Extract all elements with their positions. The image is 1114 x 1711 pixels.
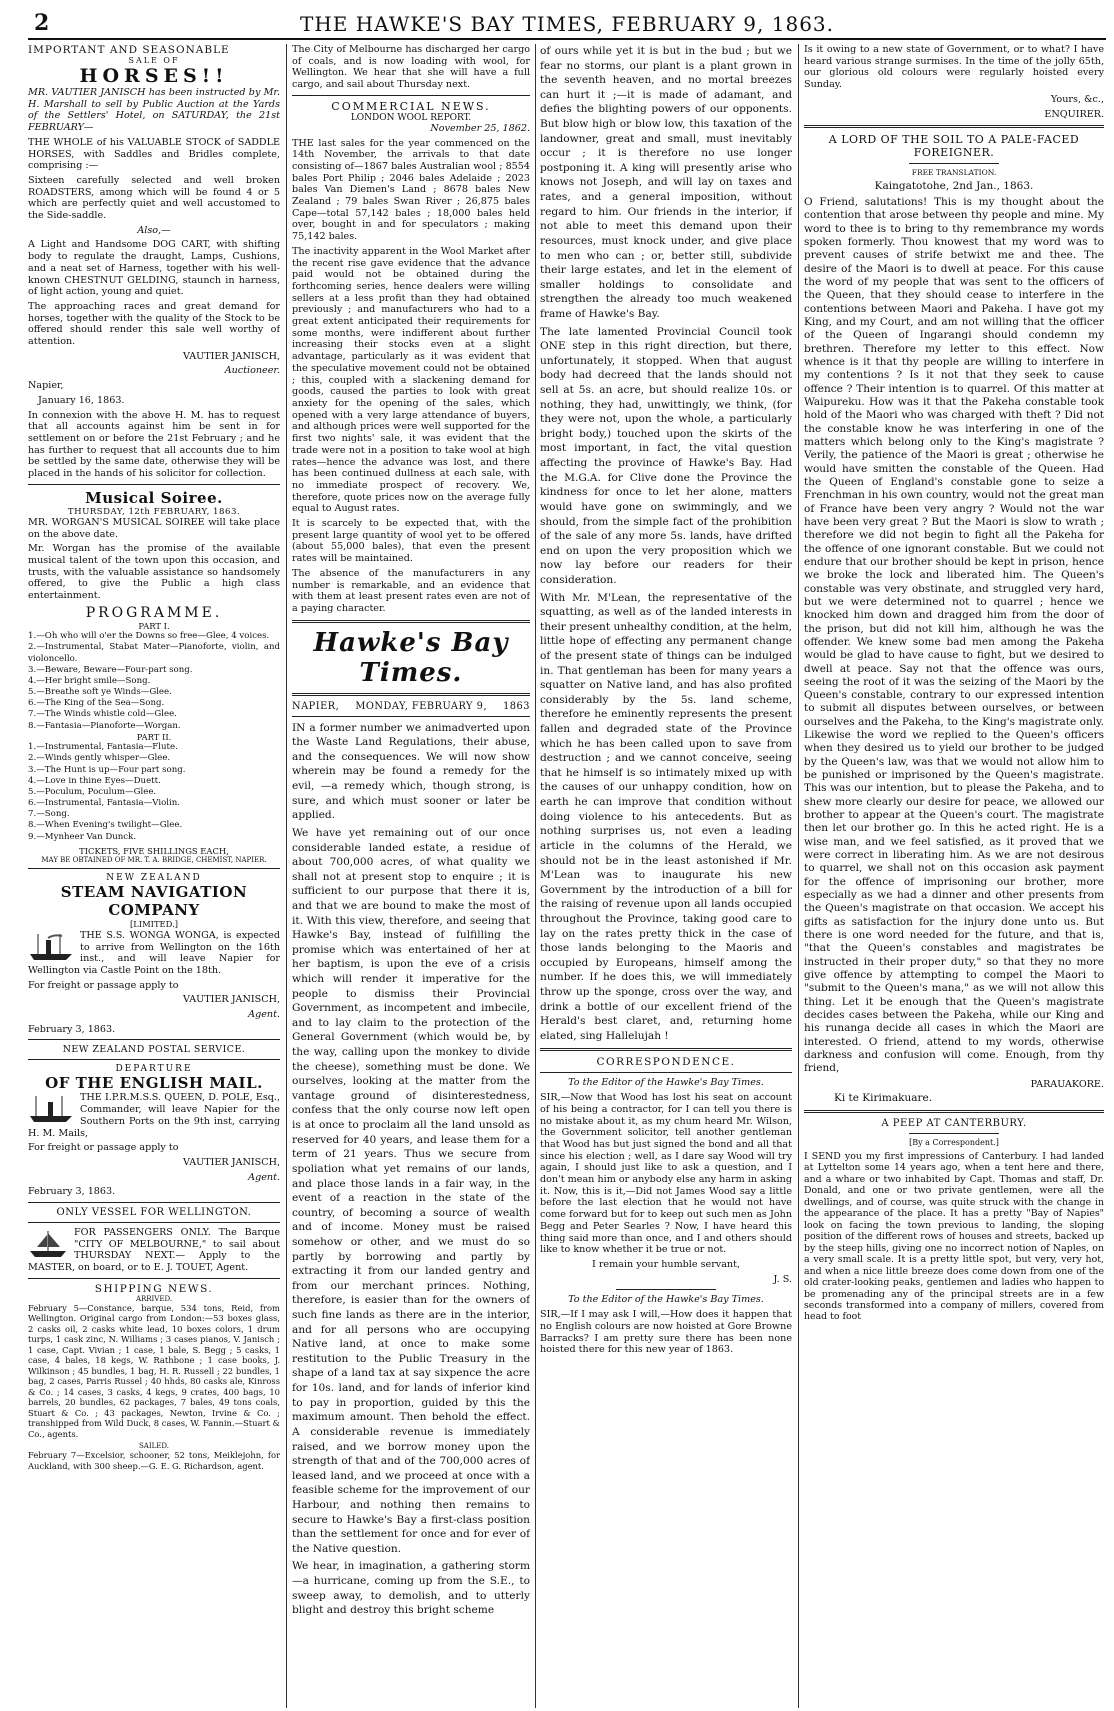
ad-instruction: MR. VAUTIER JANISCH has been instructed by Mr. H. Marshall to sell by Public Auction at the Yards of the Settlers' Hotel, on SATURDAY, the 21st FEBRUARY—	[28, 87, 280, 134]
page-number: 2	[34, 10, 50, 36]
shipping-news	[28, 1283, 280, 1472]
ad-limited: [LIMITED.]	[129, 919, 179, 930]
ad-date: January 16, 1863.	[38, 394, 125, 406]
ad-heading: NEW ZEALAND POSTAL SERVICE.	[62, 1044, 246, 1056]
shipping-paragraph: February 7—Excelsior, schooner, 52 tons, Meiklejohn, for Auckland, with 300 sheep.—G. E. G. Richardson, agent.	[28, 1450, 280, 1471]
paragraph: 6.—Instrumental, Fantasia—Violin.	[28, 798, 181, 809]
report-date: November 25, 1862.	[430, 122, 530, 134]
ad-paragraph: THE WHOLE of his VALUABLE STOCK of SADDLE HORSES, with Saddles and Bridles complete, comprising :—	[28, 136, 280, 172]
part-title: PART II.	[136, 731, 172, 742]
programme-list	[28, 742, 280, 843]
column-divider	[286, 44, 287, 1708]
editorial-continued	[540, 44, 792, 1043]
ad-signer-role: Auctioneer.	[224, 365, 280, 377]
letter-body: SIR,—Now that Wood has lost his seat on account of his being a contractor, for I can tell you there is no mistake about it, as my chum heard Mr. Wilson, the Government solicitor, tell another gentleman that Wood has but just signed the bond and all that since his election ; well, as I dare say Wood will try again, I should just like to ask a question, and I don't mean him or anybody else any harm in asking it. Now, this is it,—Did not James Wood say a little before the last election that he would not have come forward but for to keep out such men as John Begg and Peter Searles ? Now, I have heard this thing said more than once, and I and others should like to know whether it be true or not.	[540, 1092, 792, 1256]
divider	[804, 125, 1104, 128]
paragraph: With Mr. M'Lean, the representative of the squatting, as well as of the landed interests in their present unhealthy condition, at the helm, little hope of effecting any permanent change of the present state of things can be indulged in. That gentleman has been for many years a squatter on Native land, and has also profited considerably by the 5s. land scheme, therefore he eminently represents the present fallen and degraded state of the Province which he has been called upon to save from destruction ; and we cannot conceive, seeing that he himself is so intimately mixed up with the causes of our unhappy condition, how on earth he can improve that condition without doing violence to his antecedents. But as nothing surprises us, not even a leading article in the columns of the Herald, we should not be in the least astonished if Mr. M'Lean was to inaugurate his new Government by the introduction of a bill for the raising of revenue upon all lands occupied throughout the Province, taking good care to lay on the rates pretty thick in the case of those lands belonging to the Maoris and occupied by Europeans, himself among the number. If he does this, we will immediately throw up the sponge, cross over the way, and drink a bottle of our excellent friend of the Herald's best claret, and, returning home elated, sing Hallelujah !	[540, 591, 792, 1042]
divider	[292, 693, 530, 696]
column-4	[804, 44, 1104, 1708]
article-byline: [By a Correspondent.]	[909, 1138, 999, 1148]
column-divider	[798, 44, 799, 1708]
column-1	[28, 44, 280, 1708]
paragraph: 5.—Poculum, Poculum—Glee.	[28, 786, 157, 797]
divider	[804, 1110, 1104, 1113]
masthead	[28, 8, 1106, 40]
steamship-icon	[28, 932, 74, 962]
divider	[28, 1039, 280, 1040]
paper-masthead: Hawke's Bay Times.	[313, 627, 509, 688]
shipping-paragraph: February 5—Constance, barque, 534 tons, Reid, from Wellington. Original cargo from London:—53 boxes glass, 2 casks oil, 2 casks white lead, 10 boxes colors, 1 drum turps, 1 cask zinc, N. Williams ; 3 cases pianos, V. Janisch ; 1 case, Capt. Vivian ; 1 case, 1 bale, S. Begg ; 5 casks, 1 case, 4 bales, 18 kegs, W. Rathbone ; 1 case books, J. Wilkinson ; 45 bundles, 1 bag, H. R. Russell ; 22 bundles, 1 bag, 2 cases, Parris Russel ; 40 hhds, 80 casks ale, Kinross & Co. ; 14 cases, 3 casks, 4 kegs, 9 crates, 400 bags, 10 barrels, 20 bundles, 62 packages, 7 bales, 49 tons coals, Stuart & Co. ; 43 packages, Newton, Irvine & Co. ; transhipped from Wild Duck, 8 cases, W. Fannin.—Stuart & Co., agents.	[28, 1302, 280, 1439]
columns	[28, 44, 1106, 1708]
letter-body: SIR,—If I may ask I will,—How does it happen that no English colours are now hoisted at Gore Browne Barracks? I am pretty sure there has been none hoisted there for this new year of 1863.	[540, 1309, 792, 1356]
section-heading: COMMERCIAL NEWS.	[331, 99, 491, 113]
letter-close: Yours, &c.,	[1050, 93, 1104, 105]
article-subheading: FREE TRANSLATION.	[911, 168, 997, 178]
horse-sale-ad	[28, 44, 280, 480]
divider	[909, 163, 999, 164]
postal-service-ad	[28, 1044, 280, 1198]
peep-at-canterbury	[804, 1118, 1104, 1323]
ad-paragraph: The approaching races and great demand for horses, together with the quality of the Stock to be offered should render this sale well worthy of attention.	[28, 300, 280, 348]
ad-signer: VAUTIER JANISCH,	[182, 994, 280, 1006]
letter-body: Is it owing to a new state of Government, or to what? I have heard various strange surmises. In the time of the jolly 65th, our glorious old colours were regularly hoisted every Sunday.	[804, 44, 1104, 91]
divider	[909, 1133, 999, 1134]
paragraph: 1.—Instrumental, Fantasia—Flute.	[28, 742, 178, 753]
dateline-year: 1863	[503, 700, 530, 712]
divider	[28, 484, 280, 485]
column-3	[540, 44, 792, 1708]
article-postscript: Ki te Kirimakuare.	[834, 1092, 933, 1105]
divider	[292, 716, 530, 717]
ad-paragraph: THE I.P.R.M.S.S. QUEEN, D. POLE, Esq., Commander, will leave Napier for the Southern Ports on the 9th inst, carrying H. M. Mails,	[28, 1092, 280, 1139]
programme-title: PROGRAMME.	[85, 604, 223, 621]
article-body: I SEND you my first impressions of Canterbury. I had landed at Lyttelton some 14 years ago, when a tent here and there, and a whare or two inhabited by Capt. Thomas and staff, Dr. Donald, and one or two private gentlemen, were all the dwellings, and of course, was quite struck with the change in the appearance of the place. It has a pretty "Bay of Napies" look on facing the town previous to landing, the sloping position of the different rows of houses and streets, backed up by the steep hills, giving one no incorrect notion of Naples, on a very small scale. It is a pretty little spot, but very, very hot, and when a nice little breeze does come down from one of the old crater-looking peaks, gentlemen and ladies who happen to be promenading any of the principal streets are in a few seconds transformed into a company of millers, covered from head to foot	[804, 1150, 1104, 1323]
page-title: THE HAWKE'S BAY TIMES, FEBRUARY 9, 1863.	[300, 12, 834, 36]
paragraph: 2.—Instrumental, Stabat Mater—Pianoforte, violin, and violoncello.	[28, 642, 280, 664]
paragraph: 9.—Mynheer Van Dunck.	[28, 831, 137, 842]
ad-paragraph: A Light and Handsome DOG CART, with shifting body to regulate the draught, Lamps, Cushions, and a neat set of Harness, together with his well-known CHESTNUT GELDING, staunch in harness, of light action, young and quiet.	[28, 239, 280, 298]
ad-signer: VAUTIER JANISCH,	[182, 350, 280, 362]
tickets-where: MAY BE OBTAINED OF MR. T. A. BRIDGE, CHEMIST, NAPIER.	[41, 856, 267, 865]
ad-heading: ONLY VESSEL FOR WELLINGTON.	[56, 1207, 252, 1219]
paragraph: 1.—Oh who will o'er the Downs so free—Glee, 4 voices.	[28, 631, 270, 642]
dateline-date: MONDAY, FEBRUARY 9,	[355, 700, 487, 712]
wellington-vessel-ad	[28, 1207, 280, 1274]
column-2	[292, 44, 530, 1708]
sailing-ship-icon	[28, 1229, 68, 1259]
article-body: O Friend, salutations! This is my thought about the contention that arose between thy people and mine. My word to thee is to bring to thy remembrance my words spoken formerly. Thou knowest that my word was to prevent causes of strife betwixt me and thee. The desire of the Maori is to dwell at peace. For this cause the word of my people that was sent to the officers of the Queen, that they should cease to interfere in the contentions between Maori and Pakeha. I have got my King, and my Court, and am not willing that the officer of the Queen of Ingarangi should condemn my brethren. Therefore my letter to this effect. Now whence is it that thy people are willing to interfere in my contentions ? Is it not that they seek to cause offence ? Their intention is to quarrel. Of this matter at Waipureku. How was it that the Pakeha constable took hold of the Maori who was charged with theft ? Did not the constable know he was interfering in one of the matters which belong only to the King's magistrate ? Verily, the patience of the Maori is great ; otherwise he would have smitten the constable of the Queen. Had the Queen of England's constable gone to seize a Frenchman in his own country, would not the great man of France have been very angry ? Would not the war have been very great ? But the Maori is slow to wrath ; therefore we did not begin to fight all the Pakeha for the offence of one ignorant constable. But we could not endure that our brother should be kept in prison, hence we broke the lock and liberated him. The Queen's constable was very obstinate, and struggled very hard, but we were determined not to quarrel ; hence we knocked him down and dragged him from the door of the prison, but did not kill him, although he was the offender. We knew some bad men among the Pakeha would be glad to have cause to fight, but we desired to dwell at peace. Say not that the offence was ours, seeing the root of it was the seizing of the Maori by the Queen's constable, contrary to our expressed intention to submit all disputes between ourselves, or between ourselves and the Pakeha, to the King's magistrate only. Likewise the word we replied to the Queen's officers when they desired us to yield our brother to be judged by the Queen's law, was that we would not allow him to be punished or imprisoned by the Queen's magistrate. This was our intention, but to please the Pakeha, and to shew more clearly our desire for peace, we allowed our brother to appear at the Queen's court. The magistrate then let our brother go. In this he acted right. He is a wise man, and we feel satisfied, as it proved that we were correct in liberating him. As we are not desirous to quarrel, we shall not on this occasion ask payment for the offence of imprisoning our brother, more especially as we had a dinner and other presents from the Queen's magistrate on that occasion. We accept his gifts as satisfaction for the injury done unto us. But there is one word needed for the future, and that is, "that the Queen's constables and magistrates be instructed in their proper duty," so that they no more give offence by attempting to compel the Maori to "submit to the Queen's mana," as we will not allow this thing. Let it be enough that the Queen's magistrate decides cases between the Pakeha, while our King and his runanga decide all cases in which the Maori are interested. O friend, attend to my words, otherwise darkness and confusion will come. Enough, from thy friend,	[804, 196, 1104, 1075]
paragraph: 7.—The Winds whistle cold—Glee.	[28, 709, 177, 720]
divider	[28, 1222, 280, 1223]
divider	[540, 1072, 792, 1073]
dateline	[292, 701, 530, 712]
dateline-place: NAPIER,	[292, 700, 340, 712]
article-heading: A PEEP AT CANTERBURY.	[881, 1118, 1027, 1130]
paragraph: 5.—Breathe soft ye Winds—Glee.	[28, 687, 172, 698]
part-title: PART I.	[138, 620, 170, 631]
paragraph: 8.—Fantasia—Pianoforte—Worgan.	[28, 720, 181, 731]
report-paragraph: The absence of the manufacturers in any number is remarkable, and an evidence that with them at least present rates even are not of a paying character.	[292, 567, 530, 614]
paragraph: IN a former number we animadverted upon the Waste Land Regulations, their abuse, and the consequences. We will now show wherein may be found a remedy for the evil, —a remedy which, though strong, is sure, and which must sooner or later be applied.	[292, 721, 530, 822]
paragraph: 4.—Her bright smile—Song.	[28, 675, 151, 686]
ad-subheading: NEW ZEALAND	[106, 873, 202, 884]
letter-address: To the Editor of the Hawke's Bay Times.	[568, 1077, 764, 1089]
ad-signer-role: Agent.	[248, 1171, 280, 1183]
paragraph: 3.—Beware, Beware—Four-part song.	[28, 664, 193, 675]
subheading: LONDON WOOL REPORT.	[350, 112, 472, 123]
divider	[28, 1278, 280, 1279]
report-paragraph: THE last sales for the year commenced on the 14th November, the arrivals to that date consisting of—1867 bales Australian wool ; 8554 bales Port Philip ; 2046 bales Adelaide ; 2023 bales Van Diemen's Land ; 8678 bales New Zealand ; 79 bales Swan River ; 26,875 bales Cape—total 57,142 bales ; 18,000 bales held over, bought in and for speculators ; making 75,142 bales.	[292, 137, 530, 243]
mail-ship-icon	[28, 1094, 74, 1124]
ad-paragraph: Mr. Worgan has the promise of the available musical talent of the town upon this occasion, and trusts, with the valuable assistance so handsomely offered, to give the Public a high class entertainment.	[28, 543, 280, 602]
report-paragraph: It is scarcely to be expected that, with the present large quantity of wool yet to be offered (about 55,000 bales), that even the present rates will be maintained.	[292, 518, 530, 565]
paragraph: We hear, in imagination, a gathering storm—a hurricane, coming up from the S.E., to sweep away, to demolish, and to utterly blight and destroy this bright scheme	[292, 1560, 530, 1617]
ad-signer: VAUTIER JANISCH,	[182, 1156, 280, 1168]
ad-title: HORSES!!	[79, 65, 229, 87]
column-divider	[535, 44, 536, 1708]
ad-date: THURSDAY, 12th FEBRUARY, 1863.	[67, 506, 241, 517]
paragraph: 3.—The Hunt is up—Four part song.	[28, 764, 186, 775]
article-date: Kaingatotohe, 2nd Jan., 1863.	[874, 180, 1034, 193]
paragraph: of ours while yet it is but in the bud ; but we fear no storms, our plant is a plant grown in the seventh heaven, and no mortal breezes can hurt it ;—it is made of adamant, and defies the blighting powers of our opponents. But blow high or blow low, this taxation of the landowner, great and small, must inevitably occur ; it is therefore no use longer postponing it. A king will presently arise who knows not Joseph, and will lay on taxes and rates, and a general imposition, without regard to him. Our friends in the interior, if not able to meet this demand upon their resources, must knock under, and give place to men who can ; or, better still, subdivide their large estates, and let in the element of smaller holdings to consolidate and strengthen the already too much weakened frame of Hawke's Bay.	[540, 45, 792, 320]
divider	[540, 1048, 792, 1051]
ad-paragraph: MR. WORGAN'S MUSICAL SOIREE will take place on the above date.	[28, 516, 280, 540]
ad-paragraph: Sixteen carefully selected and well broken ROADSTERS, among which will be found 4 or 5 which are perfectly quiet and well accustomed to the Side-saddle.	[28, 174, 280, 222]
letter-close: I remain your humble servant,	[591, 1258, 741, 1270]
divider	[292, 620, 530, 623]
section-heading: CORRESPONDENCE.	[596, 1056, 736, 1069]
ad-paragraph: In connexion with the above H. M. has to request that all accounts against him be sent in for settlement on or before the 21st February ; and he has further to request that all accounts due to him be settled by the same date, otherwise they will be placed in the hands of his solicitor for collection.	[28, 409, 280, 480]
paragraph: 4.—Love in thine Eyes—Duett.	[28, 775, 161, 786]
editorial	[292, 721, 530, 1618]
programme-list	[28, 631, 280, 732]
subheading: ARRIVED.	[135, 1294, 173, 1303]
tickets: TICKETS, FIVE SHILLINGS EACH,	[79, 845, 229, 856]
ad-subheading: SALE OF	[128, 56, 180, 65]
ad-also: Also,—	[137, 224, 171, 236]
ad-date: February 3, 1863.	[28, 1023, 116, 1035]
paragraph: The late lamented Provincial Council took ONE step in this right direction, but there, unfortunately, it stopped. When that august body had decreed that the lands should not sell at 5s. an acre, but should realize 10s. or nothing, they had, unwittingly, we think, (for they were not, upon the whole, a particularly bright body,) touched upon the skirts of the most important, in fact, the vital question affecting the province of Hawke's Bay. Had the M.G.A. for Clive done the Province the kindness for once to let her alone, matters would have gone on swimmingly, and we should, from the simple fact of the prohibition of the sale of any more 5s. lands, have drifted end on upon the very proposition which we now lay before our readers for their consideration.	[540, 325, 792, 586]
ad-paragraph: FOR PASSENGERS ONLY. The Barque "CITY OF MELBOURNE," to sail about THURSDAY NEXT.— Apply to the MASTER, on board, or to E. J. TOUET, Agent.	[28, 1227, 280, 1274]
correspondence	[540, 1056, 792, 1355]
steam-navigation-ad	[28, 873, 280, 1035]
letter-address: To the Editor of the Hawke's Bay Times.	[568, 1294, 764, 1306]
ad-date: February 3, 1863.	[28, 1186, 116, 1198]
section-heading: SHIPPING NEWS.	[94, 1282, 214, 1295]
paragraph: 8.—When Evening's twilight—Glee.	[28, 820, 183, 831]
paragraph: 2.—Winds gently whisper—Glee.	[28, 753, 171, 764]
ad-heading: IMPORTANT AND SEASONABLE	[28, 44, 230, 56]
divider	[292, 95, 530, 96]
subheading: SAILED.	[139, 1442, 169, 1451]
letter-signature: ENQUIRER.	[1044, 108, 1104, 120]
ad-paragraph: For freight or passage apply to	[28, 979, 179, 991]
paragraph: 7.—Song.	[28, 809, 70, 820]
ad-signer-role: Agent.	[248, 1009, 280, 1021]
article-signer: PARAUAKORE.	[1030, 1078, 1104, 1090]
musical-soiree-ad	[28, 489, 280, 865]
article-heading: A LORD OF THE SOIL TO A PALE-FACED FOREIGNER.	[828, 133, 1080, 160]
ad-title: Musical Soiree.	[85, 488, 223, 507]
divider	[616, 1289, 717, 1290]
lord-of-the-soil	[804, 133, 1104, 1105]
divider	[28, 1059, 280, 1060]
ad-subheading: DEPARTURE	[115, 1064, 193, 1075]
ad-title: OF THE ENGLISH MAIL.	[45, 1074, 263, 1093]
ad-paragraph: THE S.S. WONGA WONGA, is expected to arrive from Wellington on the 16th inst., and will leave Napier for Wellington via Castle Point on the 18th.	[28, 929, 280, 976]
divider	[28, 868, 280, 869]
paragraph: We have yet remaining out of our once considerable landed estate, a residue of about 700,000 acres, of what quality we shall not at present stop to enquire ; it is sufficient to our purpose that there it is, and that we are bound to make the most of it. With this view, therefore, and seeing that Hawke's Bay, instead of fulfilling the promise which was entertained of her at her baptism, is upon the eve of a crisis which will render it imperative for the people to dismiss their Provincial Government, as incompetent and imbecile, and to lay claim to the protection of the General Government (which would be, by the way, calling upon the monkey to divide the cheese), something must be done. We ourselves, looking at the matter from the vantage ground of disinterestedness, confess that the only course now left open is at once to proclaim all the land unsold as reserved for 40 years, and lease them for a term of 21 years. Thus we secure from spoliation what yet remains of our lands, and place those lands in a fair way, in the event of a reaction in the state of the country, of becoming a source of wealth and of income. Money must be raised somehow or other, and we must do so partly by borrowing and partly by extracting it from our landed gentry and from our merchant princes. Nothing, therefore, is easier than for the owners of such fine lands as there are in the interior, and for all persons who are occupying Native land, at once to make some restitution to the Public Treasury in the shape of a land tax at say sixpence the acre for 10s. land, and for lands of inferior kind to pay in proportion, guided by this the maximum amount. Then behold the effect. A considerable revenue is immediately raised, and we borrow money upon the strength of that and of the 700,000 acres of leased land, and we proceed at once with a feasible scheme for the improvement of our Harbour, and nothing then remains to secure to Hawke's Bay a first-class position than the settlement for once and for ever of the Native question.	[292, 826, 530, 1555]
ad-title: STEAM NAVIGATION COMPANY	[60, 883, 248, 920]
news-paragraph: The City of Melbourne has discharged her cargo of coals, and is now loading with wool, for Wellington. We hear that she will have a full cargo, and sail about Thursday next.	[292, 44, 530, 91]
paragraph: 6.—The King of the Sea—Song.	[28, 698, 165, 709]
newspaper-page	[28, 8, 1106, 1708]
report-paragraph: The inactivity apparent in the Wool Market after the recent rise gave evidence that the advance paid would not be obtained during the forthcoming series, hence dealers were willing sellers at a less profit than they had obtained previously ; and manufacturers who had to a great extent anticipated their requirements for some months, were indifferent about further increasing their stocks even at a slight advantage, particularly as it was evident that the speculative movement could not be obtained ; this, coupled with a slackening demand for goods, caused the parties to look with great anxiety for the opening of the sales, which opened with a very large attendance of buyers, and although prices were well supported for the first two nights' sale, it was evident that the trade were not in a position to take wool at high rates—hence the advance was lost, and there has been continued dullness at each sale, with no immediate prospect of recovery. We, therefore, quote prices now on the average fully equal to August rates.	[292, 245, 530, 515]
letter-signature: J. S.	[773, 1273, 792, 1285]
ad-place: Napier,	[28, 380, 64, 392]
ad-paragraph: For freight or passage apply to	[28, 1142, 179, 1154]
divider	[28, 1202, 280, 1203]
